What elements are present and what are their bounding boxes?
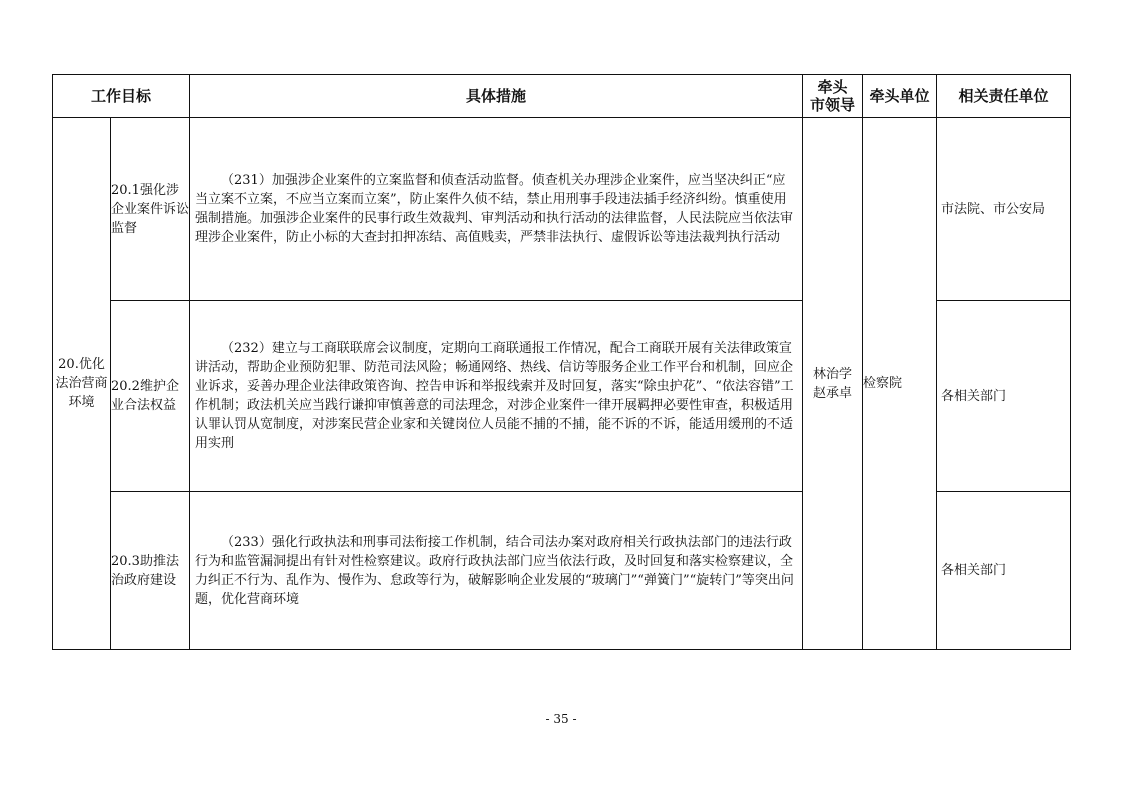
- header-goal: 工作目标: [53, 75, 190, 118]
- measure-cell: [190, 118, 803, 301]
- table-header-row: [53, 75, 1071, 118]
- work-plan-table: [52, 74, 1071, 650]
- sub-goal-cell: 20.1强化涉企业案件诉讼监督: [111, 118, 190, 301]
- related-units-cell: 各相关部门: [937, 492, 1071, 650]
- header-lead-unit: 牵头单位: [863, 75, 937, 118]
- table-row: [53, 118, 1071, 301]
- lead-unit-cell: 检察院: [863, 118, 937, 650]
- related-units-cell: 各相关部门: [937, 301, 1071, 492]
- measure-cell: [190, 301, 803, 492]
- measure-text: （231）加强涉企业案件的立案监督和侦查活动监督。侦查机关办理涉企业案件，应当坚决纠正“应当立案不立案，不应当立案而立案”，防止案件久侦不结，禁止用刑事手段违法插手经济纠纷。慎重使用强制措施。加强涉企业案件的民事行政生效裁判、审判活动和执行活动的法律监督，人民法院应当依法审理涉企业案件，防止小标的大查封扣押冻结、高值贱卖，严禁非法执行、虚假诉讼等违法裁判执行活动: [195, 173, 794, 245]
- related-units-cell: 市法院、市公安局: [937, 118, 1071, 301]
- sub-goal-cell: 20.2维护企业合法权益: [111, 301, 190, 492]
- header-related-units: 相关责任单位: [937, 75, 1071, 118]
- header-leader: 牵头 市领导: [803, 75, 863, 118]
- leader-cell: 林治学 赵承卓: [803, 118, 863, 650]
- measure-text: （233）强化行政执法和刑事司法衔接工作机制，结合司法办案对政府相关行政执法部门的违法行政行为和监管漏洞提出有针对性检察建议。政府行政执法部门应当依法行政，及时回复和落实检察建议，全力纠正不行为、乱作为、慢作为、怠政等行为，破解影响企业发展的“玻璃门”“弹簧门”“旋转门”等突出问题，优化营商环境: [195, 534, 794, 607]
- sub-goal-cell: 20.3助推法治政府建设: [111, 492, 190, 650]
- measure-text: （232）建立与工商联联席会议制度，定期向工商联通报工作情况，配合工商联开展有关法律政策宣讲活动，帮助企业预防犯罪、防范司法风险；畅通网络、热线、信访等服务企业工作平台和机制，回应企业诉求，妥善办理企业法律政策咨询、控告申诉和举报线索并及时回复，落实“除虫护花”、“依法容错”工作机制；政法机关应当践行谦抑审慎善意的司法理念，对涉企业案件一律开展羁押必要性审查，积极适用认罪认罚从宽制度，对涉案民营企业家和关键岗位人员能不捕的不捕，能不诉的不诉，能适用缓刑的不适用实刑: [195, 341, 794, 451]
- page-number: - 35 -: [545, 712, 577, 726]
- measure-cell: [190, 492, 803, 650]
- goal-cell: 20.优化法治营商环境: [53, 118, 111, 650]
- header-measures: 具体措施: [190, 75, 803, 118]
